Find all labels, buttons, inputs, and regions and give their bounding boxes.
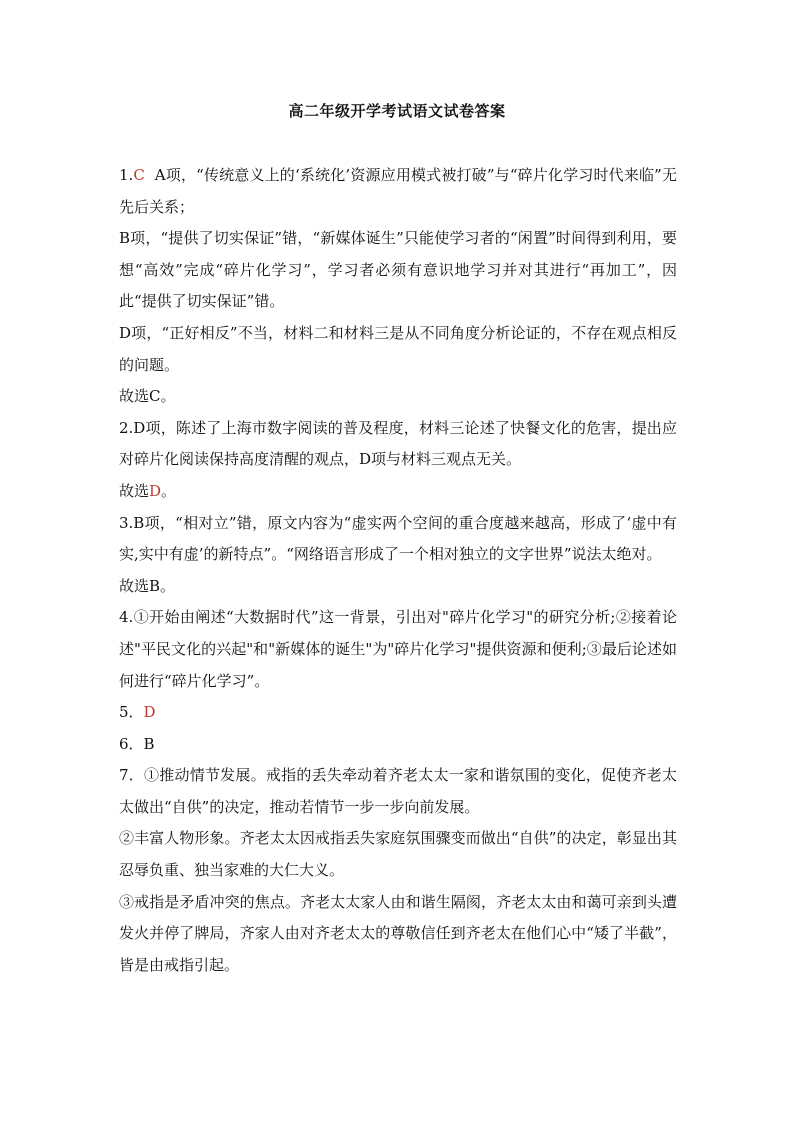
page-title: 高二年级开学考试语文试卷答案 — [288, 102, 506, 120]
q3-select-answer: B。 — [149, 576, 176, 595]
q2-select — [119, 476, 677, 508]
q1-number: 1. — [119, 166, 134, 184]
q3-select-prefix: 故选 — [119, 576, 150, 595]
q1-select — [119, 381, 677, 413]
q6-answer: B — [143, 734, 155, 753]
q1-select-prefix: 故选 — [119, 387, 150, 406]
q7-item-3: ③戒指是矛盾冲突的焦点。齐老太太家人由和谐生隔阂，齐老太太由和蔼可亲到头遭发火并停了牌局，齐家人由对齐老太太的尊敬信任到齐老太在他们心中“矮了半截”，皆是由戒指引起。 — [119, 892, 677, 974]
q7-item-1: 7．①推动情节发展。戒指的丢失牵动着齐老太太一家和谐氛围的变化，促使齐老太太做出“自供”的决定，推动若情节一步一步向前发展。 — [119, 766, 677, 816]
q6-number: 6． — [119, 734, 144, 753]
q1-select-answer: C。 — [149, 387, 176, 406]
q5-answer-line — [119, 697, 677, 729]
q1-answer-line — [119, 160, 677, 223]
q3-analysis: 3.B项，“相对立”错，原文内容为“虚实两个空间的重合度越来越高，形成了‘虚中有实,实中有虚’的新特点”。“网络语言形成了一个相对独立的文字世界”说法太绝对。 — [119, 513, 677, 564]
q3-select — [119, 571, 677, 603]
q5-answer: D — [143, 703, 156, 722]
q1-answer: C — [133, 166, 145, 184]
answer-body — [119, 160, 677, 981]
q4-analysis: 4.①开始由阐述“大数据时代”这一背景，引出对"碎片化学习"的研究分析;②接着论述"平民文化的兴起"和"新媒体的诞生"为"碎片化学习"提供资源和便利;③最后论述如何进行“碎片化学习”。 — [119, 608, 677, 690]
q6-answer-line — [119, 729, 677, 761]
q1-option-b-analysis: B项，“提供了切实保证”错，“新媒体诞生”只能使学习者的“闲置”时间得到利用，要想“高效”完成“碎片化学习”，学习者必须有意识地学习并对其进行“再加工”，因此“提供了切实保证”错。 — [119, 229, 677, 311]
q5-number: 5． — [119, 703, 144, 722]
q2-analysis: 2.D项，陈述了上海市数字阅读的普及程度，材料三论述了快餐文化的危害，提出应对碎片化阅读保持高度清醒的观点，D项与材料三观点无关。 — [119, 418, 677, 469]
q2-select-suffix: 。 — [161, 481, 177, 500]
q2-select-prefix: 故选 — [119, 481, 150, 500]
q7-item-2: ②丰富人物形象。齐老太太因戒指丢失家庭氛围骤变而做出“自供”的决定，彰显出其忍辱负重、独当家难的大仁大义。 — [119, 829, 677, 880]
q1-option-a-analysis: A项，“传统意义上的‘系统化’资源应用模式被打破”与“碎片化学习时代来临”无先后关系； — [119, 166, 677, 216]
q1-option-d-analysis: D项，“正好相反”不当，材料二和材料三是从不同角度分析论证的，不存在观点相反的问题。 — [119, 323, 677, 374]
q2-select-answer: D — [149, 481, 162, 500]
